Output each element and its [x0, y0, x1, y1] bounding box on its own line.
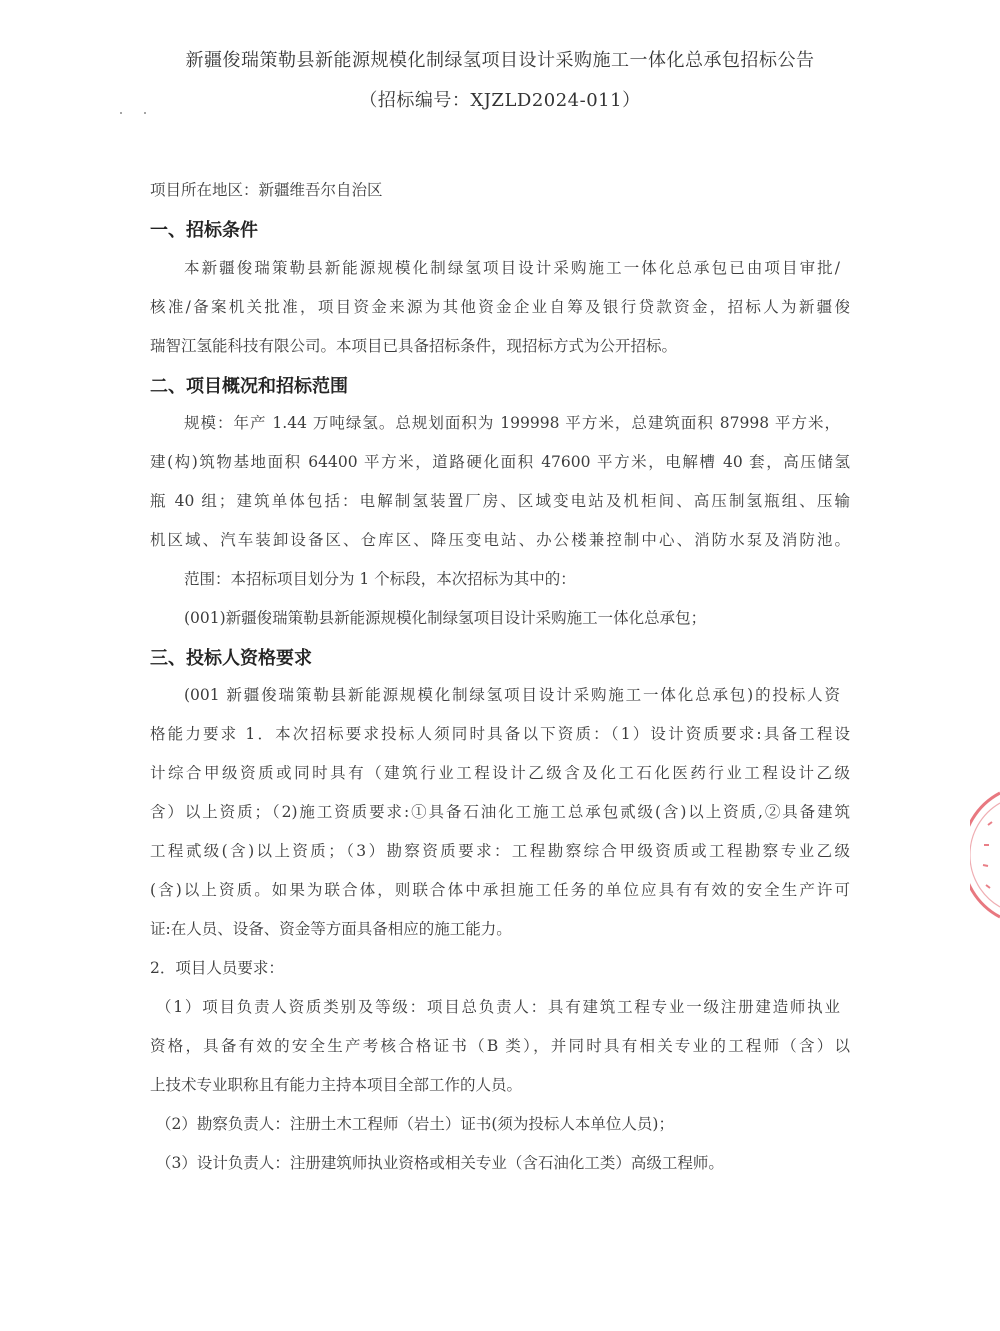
section2-line: (001)新疆俊瑞策勒县新能源规模化制绿氢项目设计采购施工一体化总承包； — [184, 609, 707, 627]
section1-line: 瑞智江氢能科技有限公司。本项目已具备招标条件，现招标方式为公开招标。 — [150, 337, 678, 355]
tender-number: （招标编号：XJZLD2024-011） — [359, 90, 641, 111]
project-location: 项目所在地区：新疆维吾尔自治区 — [150, 181, 383, 199]
section3-line: （2）勘察负责人：注册土木工程师（岩土）证书(须为投标人本单位人员)； — [156, 1115, 674, 1133]
red-seal-stamp — [970, 785, 1000, 925]
section3-line: (001 新疆俊瑞策勒县新能源规模化制绿氢项目设计采购施工一体化总承包)的投标人资 — [184, 686, 840, 704]
section3-line: （3）设计负责人：注册建筑师执业资格或相关专业（含石油化工类）高级工程师。 — [156, 1154, 724, 1172]
section3-line: 含）以上资质；（2)施工资质要求:①具备石油化工施工总承包贰级(含)以上资质,②具备建筑 — [150, 803, 850, 821]
section1-line: 本新疆俊瑞策勒县新能源规模化制绿氢项目设计采购施工一体化总承包已由项目审批/ — [184, 259, 840, 277]
section3-line: 工程贰级(含)以上资质；（3）勘察资质要求：工程勘察综合甲级资质或工程勘察专业乙级 — [150, 842, 850, 860]
section2-line: 规模：年产 1.44 万吨绿氢。总规划面积为 199998 平方米，总建筑面积 87998 平方米， — [184, 414, 840, 432]
section3-line: 证:在人员、设备、资金等方面具备相应的施工能力。 — [150, 920, 512, 938]
section3-line: 格能力要求 1．本次招标要求投标人须同时具备以下资质：（1）设计资质要求:具备工程设 — [150, 725, 850, 743]
section3-line: 上技术专业职称且有能力主持本项目全部工作的人员。 — [150, 1076, 523, 1094]
section3-line: (含)以上资质。如果为联合体，则联合体中承担施工任务的单位应具有有效的安全生产许可 — [150, 881, 850, 899]
section2-line: 范围：本招标项目划分为 1 个标段，本次招标为其中的： — [184, 570, 576, 588]
section3-heading: 三、投标人资格要求 — [150, 648, 312, 669]
section3-line: 2．项目人员要求： — [150, 959, 284, 977]
section3-line: 计综合甲级资质或同时具有（建筑行业工程设计乙级含及化工石化医药行业工程设计乙级 — [150, 764, 850, 782]
section2-line: 瓶 40 组；建筑单体包括：电解制氢装置厂房、区域变电站及机柜间、高压制氢瓶组、压输 — [150, 492, 850, 510]
section1-line: 核准/备案机关批准，项目资金来源为其他资金企业自筹及银行贷款资金，招标人为新疆俊 — [150, 298, 850, 316]
section2-line: 机区域、汽车装卸设备区、仓库区、降压变电站、办公楼兼控制中心、消防水泵及消防池。 — [150, 531, 850, 549]
section1-heading: 一、招标条件 — [150, 220, 258, 241]
section2-line: 建(构)筑物基地面积 64400 平方米，道路硬化面积 47600 平方米，电解槽 40 套，高压储氢 — [150, 453, 850, 471]
section3-line: （1）项目负责人资质类别及等级：项目总负责人：具有建筑工程专业一级注册建造师执业 — [156, 998, 840, 1016]
document-title: 新疆俊瑞策勒县新能源规模化制绿氢项目设计采购施工一体化总承包招标公告 — [185, 50, 815, 71]
section3-line: 资格，具备有效的安全生产考核合格证书（B 类），并同时具有相关专业的工程师（含）以 — [150, 1037, 850, 1055]
section2-heading: 二、项目概况和招标范围 — [150, 376, 348, 397]
